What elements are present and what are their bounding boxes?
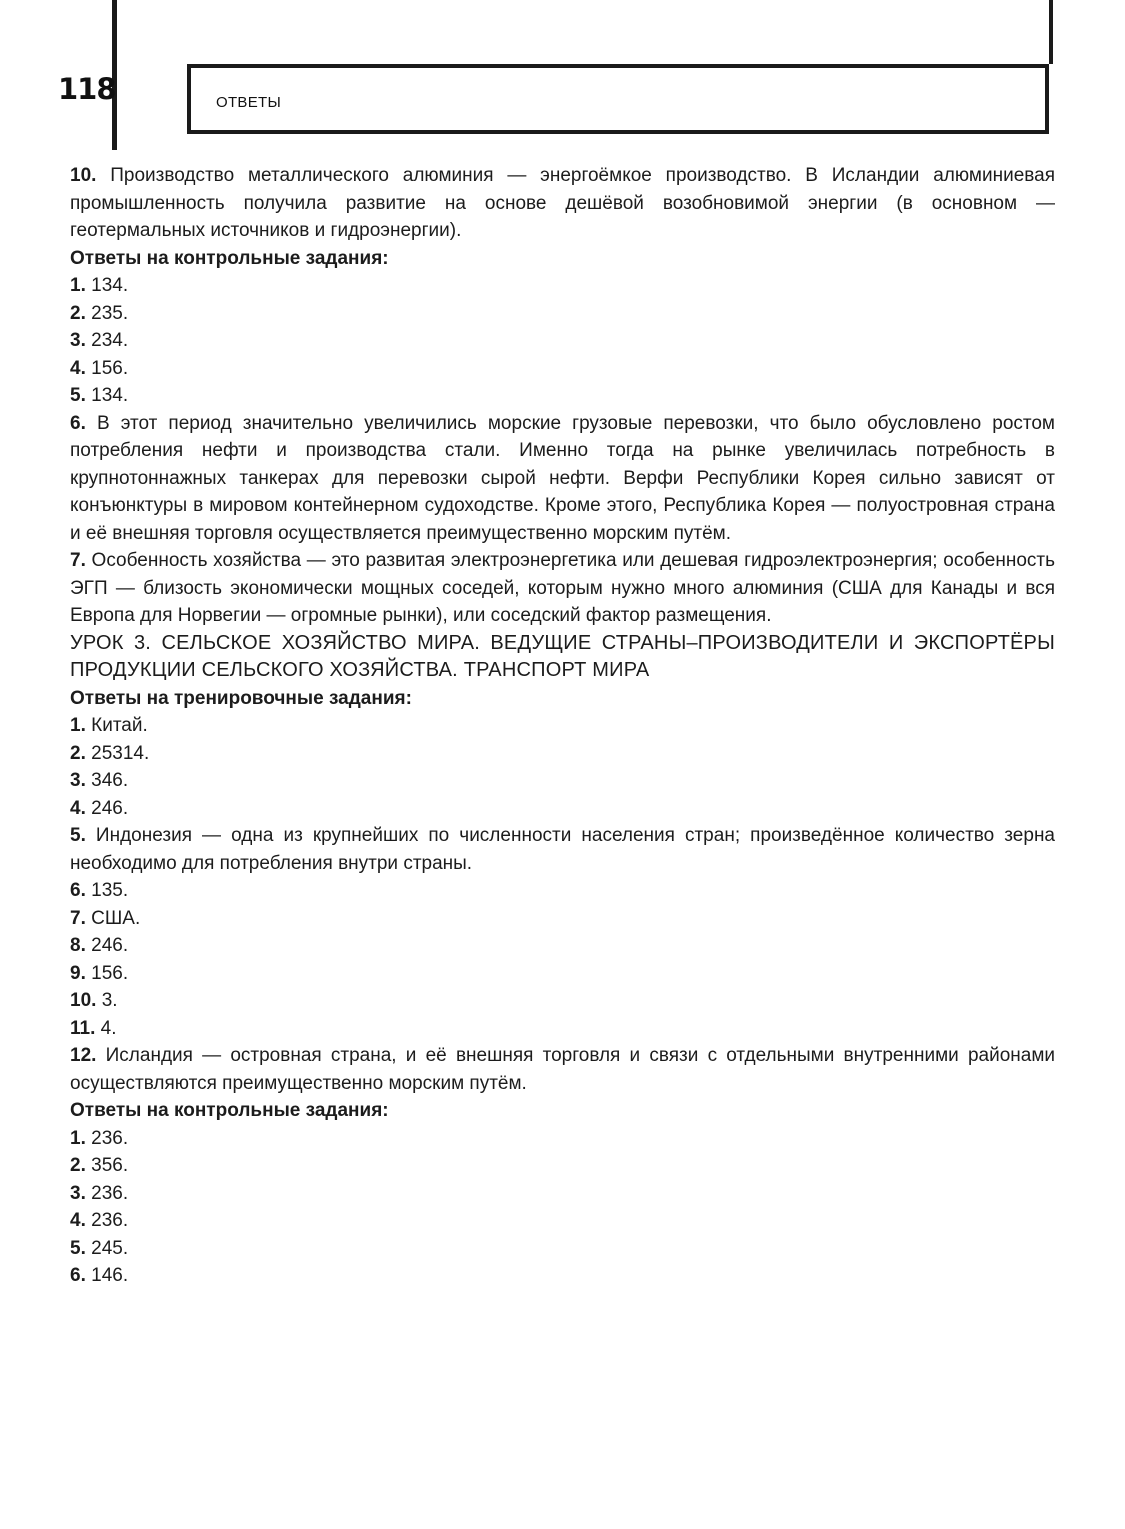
item-text: 346. (91, 770, 129, 791)
answer-item (70, 355, 1055, 383)
item-number: 1. (70, 715, 86, 736)
item-number: 8. (70, 935, 86, 956)
answer-item (70, 382, 1055, 410)
item-number: 2. (70, 302, 86, 324)
item-text: 156. (91, 962, 129, 984)
item-text: 146. (91, 1265, 129, 1286)
answer-item (70, 1125, 1055, 1153)
item-text: 3. (101, 990, 118, 1011)
item-text: Китай. (91, 715, 148, 736)
answer-item (70, 740, 1055, 768)
right-margin-rule (1049, 0, 1053, 64)
page-content (70, 162, 1055, 1290)
answer-item (70, 1015, 1055, 1043)
running-header (187, 64, 1049, 134)
item-number: 12. (70, 1045, 97, 1066)
item-number: 4. (70, 357, 86, 379)
item-number: 3. (70, 330, 86, 351)
control-answers-heading: Ответы на контрольные задания: (70, 1100, 389, 1121)
control-answers-heading: Ответы на контрольные задания: (70, 247, 389, 269)
answer-item (70, 822, 1055, 877)
item-number: 3. (70, 770, 86, 791)
item-number: 5. (70, 825, 86, 846)
item-text: 135. (91, 880, 129, 901)
item-text: 25314. (91, 742, 150, 764)
item-text: 235. (91, 302, 129, 324)
item-number: 10. (70, 165, 97, 186)
item-text: Индонезия — одна из крупнейших по численности населения стран; произведённое количество зерна необходимо для потребления внутри страны. (70, 825, 1055, 874)
answer-item (70, 877, 1055, 905)
item-text: 236. (91, 1127, 129, 1149)
answer-item (70, 300, 1055, 328)
item-number: 4. (70, 797, 86, 819)
item-number: 2. (70, 1155, 86, 1176)
answer-item (70, 712, 1055, 740)
item-number: 11. (70, 1017, 96, 1039)
item-text: 236. (91, 1182, 129, 1204)
item-number: 10. (70, 990, 97, 1011)
item-number: 1. (70, 1127, 86, 1149)
item-text: Производство металлического алюминия — энергоёмкое производство. В Исландии алюминиевая промышленность получила развитие на основе дешёвой возобновимой энергии (в основном — геотермальных источников и гидроэнергии). (70, 165, 1055, 241)
item-text: Особенность хозяйства — это развитая электроэнергетика или дешевая гидроэлектроэнергия; особенность ЭГП — близость экономически мощных соседей, которым нужно много алюминия (США для Канады и вся Европа для Норвегии — огромные рынки), или соседский фактор размещения. (70, 550, 1055, 626)
item-number: 6. (70, 412, 86, 434)
item-text: 156. (91, 357, 129, 379)
item-text: 236. (91, 1210, 129, 1231)
item-number: 1. (70, 275, 86, 296)
item-text: 246. (91, 935, 129, 956)
answer-item (70, 1042, 1055, 1097)
answer-item (70, 1235, 1055, 1263)
item-text: Исландия — островная страна, и её внешняя торговля и связи с отдельными внутренними районами осуществляются преимущественно морским путём. (70, 1045, 1056, 1094)
answer-item (70, 1262, 1055, 1290)
answer-item (70, 905, 1055, 933)
answer-item (70, 767, 1055, 795)
answer-item (70, 410, 1055, 548)
item-text: В этот период значительно увеличились морские грузовые перевозки, что было обусловлено ростом потребления нефти и производства стали. Именно тогда на рынке увеличилась потребность в крупнотоннажных танкерах для перевозки сырой нефти. Верфи Республики Корея сильно зависят от конъюнктуры в мировом контейнерном судоходстве. Кроме этого, Республика Корея — полуостровная страна и её внешняя торговля осуществляется преимущественно морским путём. (70, 412, 1055, 544)
lesson-title: УРОК 3. СЕЛЬСКОЕ ХОЗЯЙСТВО МИРА. ВЕДУЩИЕ СТРАНЫ–ПРОИЗВОДИТЕЛИ И ЭКСПОРТЁРЫ ПРОДУКЦИИ СЕЛЬСКОГО ХОЗЯЙСТВА. ТРАНСПОРТ МИРА (70, 631, 1055, 681)
item-text: 234. (91, 330, 129, 351)
answer-item (70, 162, 1055, 245)
answer-item (70, 272, 1055, 300)
item-number: 4. (70, 1210, 86, 1231)
item-text: 245. (91, 1237, 129, 1259)
item-text: США. (91, 907, 141, 929)
item-number: 2. (70, 742, 86, 764)
answer-item (70, 932, 1055, 960)
answer-item (70, 1207, 1055, 1235)
answer-item (70, 960, 1055, 988)
item-number: 5. (70, 1237, 86, 1259)
answer-item (70, 327, 1055, 355)
item-number: 7. (70, 907, 86, 929)
item-text: 356. (91, 1155, 129, 1176)
item-number: 6. (70, 1265, 86, 1286)
answer-item (70, 1152, 1055, 1180)
training-answers-heading: Ответы на тренировочные задания: (70, 687, 412, 709)
answer-item (70, 795, 1055, 823)
item-number: 6. (70, 880, 86, 901)
answer-item (70, 987, 1055, 1015)
item-text: 134. (91, 275, 129, 296)
item-number: 5. (70, 385, 86, 406)
item-text: 134. (91, 385, 129, 406)
item-text: 4. (100, 1017, 117, 1039)
item-number: 9. (70, 962, 86, 984)
item-number: 3. (70, 1182, 86, 1204)
page-number: 118 (58, 72, 116, 106)
answer-item (70, 547, 1055, 630)
header-title: ОТВЕТЫ (216, 94, 282, 111)
item-number: 7. (70, 550, 86, 571)
answer-item (70, 1180, 1055, 1208)
item-text: 246. (91, 797, 129, 819)
